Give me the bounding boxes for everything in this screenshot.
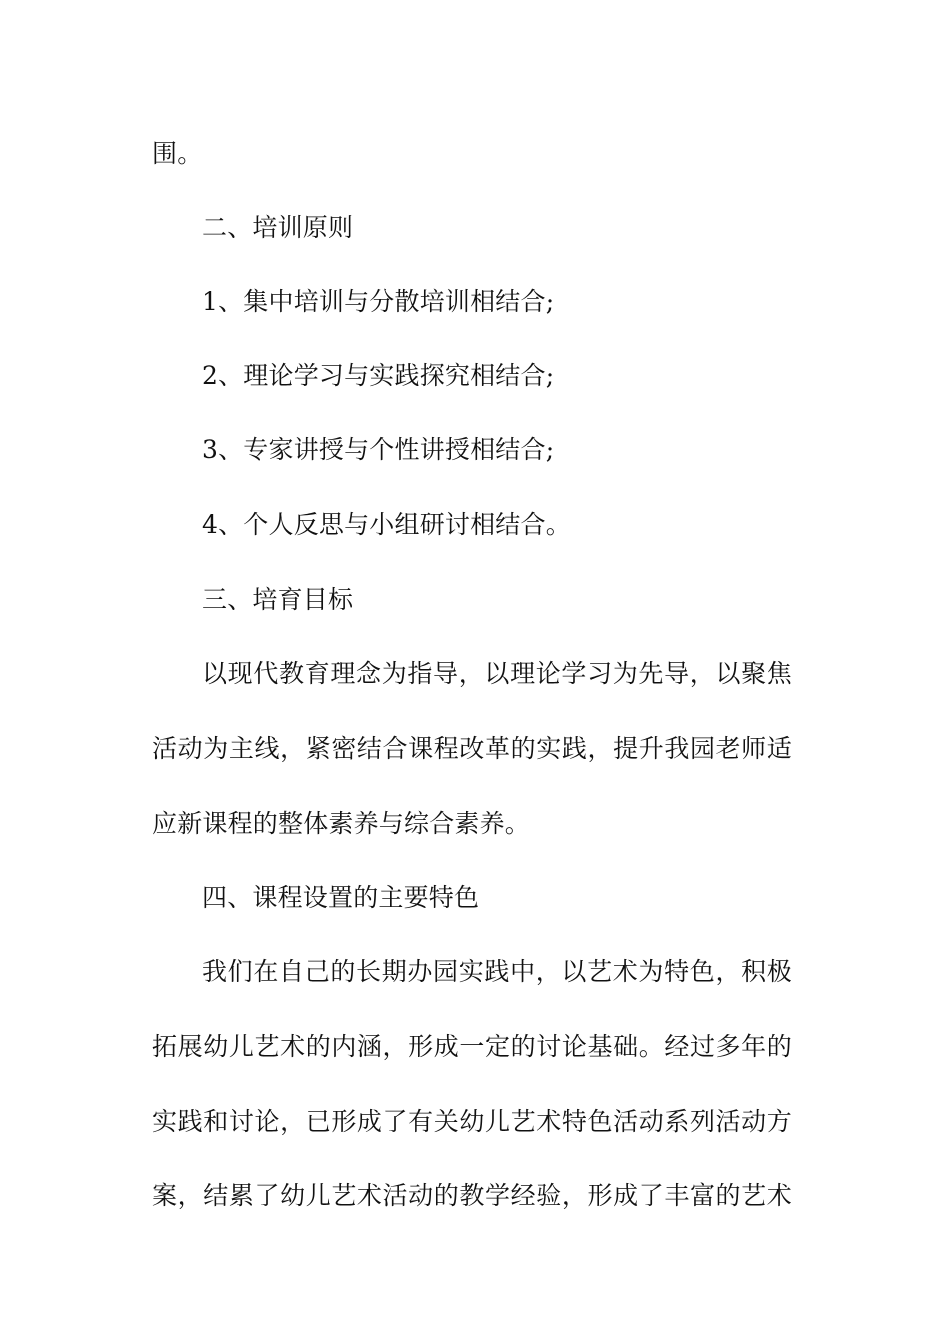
paragraph-line: 案，结累了幼儿艺术活动的教学经验，形成了丰富的艺术 xyxy=(152,1181,792,1210)
section-heading: 四、课程设置的主要特色 xyxy=(202,883,480,912)
list-item: 4、个人反思与小组研讨相结合。 xyxy=(202,510,571,539)
list-item: 2、理论学习与实践探究相结合; xyxy=(202,361,555,390)
list-item: 1、集中培训与分散培训相结合; xyxy=(202,287,555,316)
paragraph-line: 以现代教育理念为指导，以理论学习为先导，以聚焦 xyxy=(202,659,792,688)
paragraph-line: 我们在自己的长期办园实践中，以艺术为特色，积极 xyxy=(202,957,792,986)
paragraph-line: 实践和讨论，已形成了有关幼儿艺术特色活动系列活动方 xyxy=(152,1107,792,1136)
section-heading: 二、培训原则 xyxy=(202,213,354,242)
list-item: 3、专家讲授与个性讲授相结合; xyxy=(202,435,555,464)
paragraph-line: 活动为主线，紧密结合课程改革的实践，提升我园老师适 xyxy=(152,734,792,763)
paragraph-line: 应新课程的整体素养与综合素养。 xyxy=(152,809,531,838)
paragraph-line: 围。 xyxy=(152,139,203,168)
paragraph-line: 拓展幼儿艺术的内涵，形成一定的讨论基础。经过多年的 xyxy=(152,1032,792,1061)
section-heading: 三、培育目标 xyxy=(202,585,354,614)
